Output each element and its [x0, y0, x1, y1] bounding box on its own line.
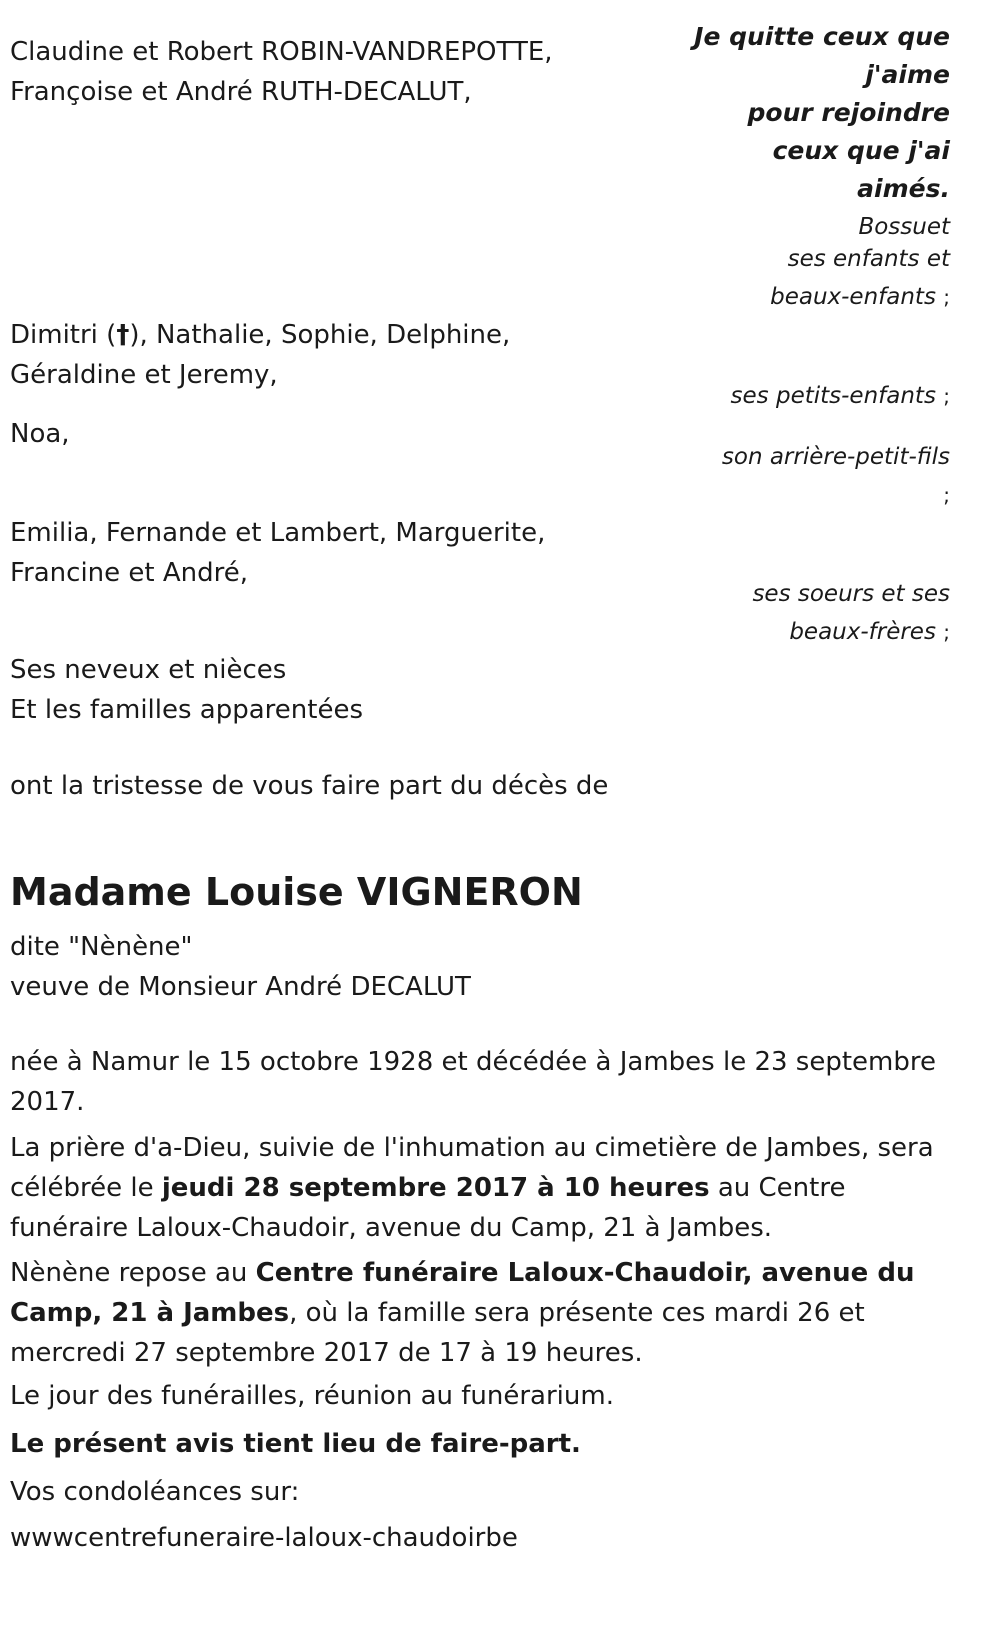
notice-paragraph: Le présent avis tient lieu de faire-part. [10, 1429, 581, 1459]
siblings-names: Emilia, Fernande et Lambert, Marguerite, Francine et André, [10, 518, 546, 588]
quote-line: pour rejoindre [747, 98, 950, 127]
condolences-link[interactable]: wwwcentrefuneraire-laloux-chaudoirbe [10, 1523, 518, 1553]
siblings-relation: ses soeurs et ses beaux-frères ; [752, 581, 950, 645]
funeral-day-paragraph: Le jour des funérailles, réunion au funérarium. [10, 1381, 614, 1411]
grandchildren-names: Dimitri (†), Nathalie, Sophie, Delphine, Géraldine et Jeremy, [10, 320, 511, 390]
cross-icon: † [116, 320, 130, 350]
great-grandchild-name: Noa, [10, 419, 70, 449]
resting-paragraph: Nènène repose au Centre funéraire Laloux-Chaudoir, avenue du Camp, 21 à Jambes, où la famille sera présente ces mardi 26 et mercredi 27 septembre 2017 de 17 à 19 heures. [10, 1258, 915, 1368]
birth-death-paragraph: née à Namur le 15 octobre 1928 et décédée à Jambes le 23 septembre 2017. [10, 1047, 936, 1117]
children-names [10, 32, 553, 112]
great-grandchild-relation: son arrière-petit-fils ; [721, 444, 950, 507]
grandchildren-relation: ses petits-enfants ; [730, 383, 950, 409]
widow-of: veuve de Monsieur André DECALUT [10, 972, 471, 1002]
children-line: Claudine et Robert ROBIN-VANDREPOTTE, [10, 37, 553, 67]
epigraph-quote [620, 18, 950, 246]
quote-line: aimés. [857, 174, 950, 203]
other-relatives: Ses neveux et nièces Et les familles apparentées [10, 655, 364, 725]
deceased-details [10, 927, 471, 1007]
quote-line: ceux que j'ai [772, 136, 950, 165]
children-line: Françoise et André RUTH-DECALUT, [10, 77, 472, 107]
nickname: dite "Nènène" [10, 932, 193, 962]
children-relation: ses enfants et beaux-enfants ; [770, 246, 950, 310]
resting-place: Centre funéraire Laloux-Chaudoir, avenue du Camp, 21 à Jambes [10, 1258, 915, 1328]
quote-author: Bossuet [858, 214, 950, 240]
quote-line: Je quitte ceux que [694, 22, 950, 51]
condolences-label: Vos condoléances sur: [10, 1477, 300, 1507]
ceremony-paragraph: La prière d'a-Dieu, suivie de l'inhumation au cimetière de Jambes, sera célébrée le jeudi 28 septembre 2017 à 10 heures au Centre funéraire Laloux-Chaudoir, avenue du Camp, 21 à Jambes. [10, 1133, 934, 1243]
deceased-name: Madame Louise VIGNERON [10, 870, 583, 914]
quote-line: j'aime [865, 60, 950, 89]
announcement: ont la tristesse de vous faire part du décès de [10, 771, 609, 801]
ceremony-date: jeudi 28 septembre 2017 à 10 heures [161, 1173, 710, 1203]
